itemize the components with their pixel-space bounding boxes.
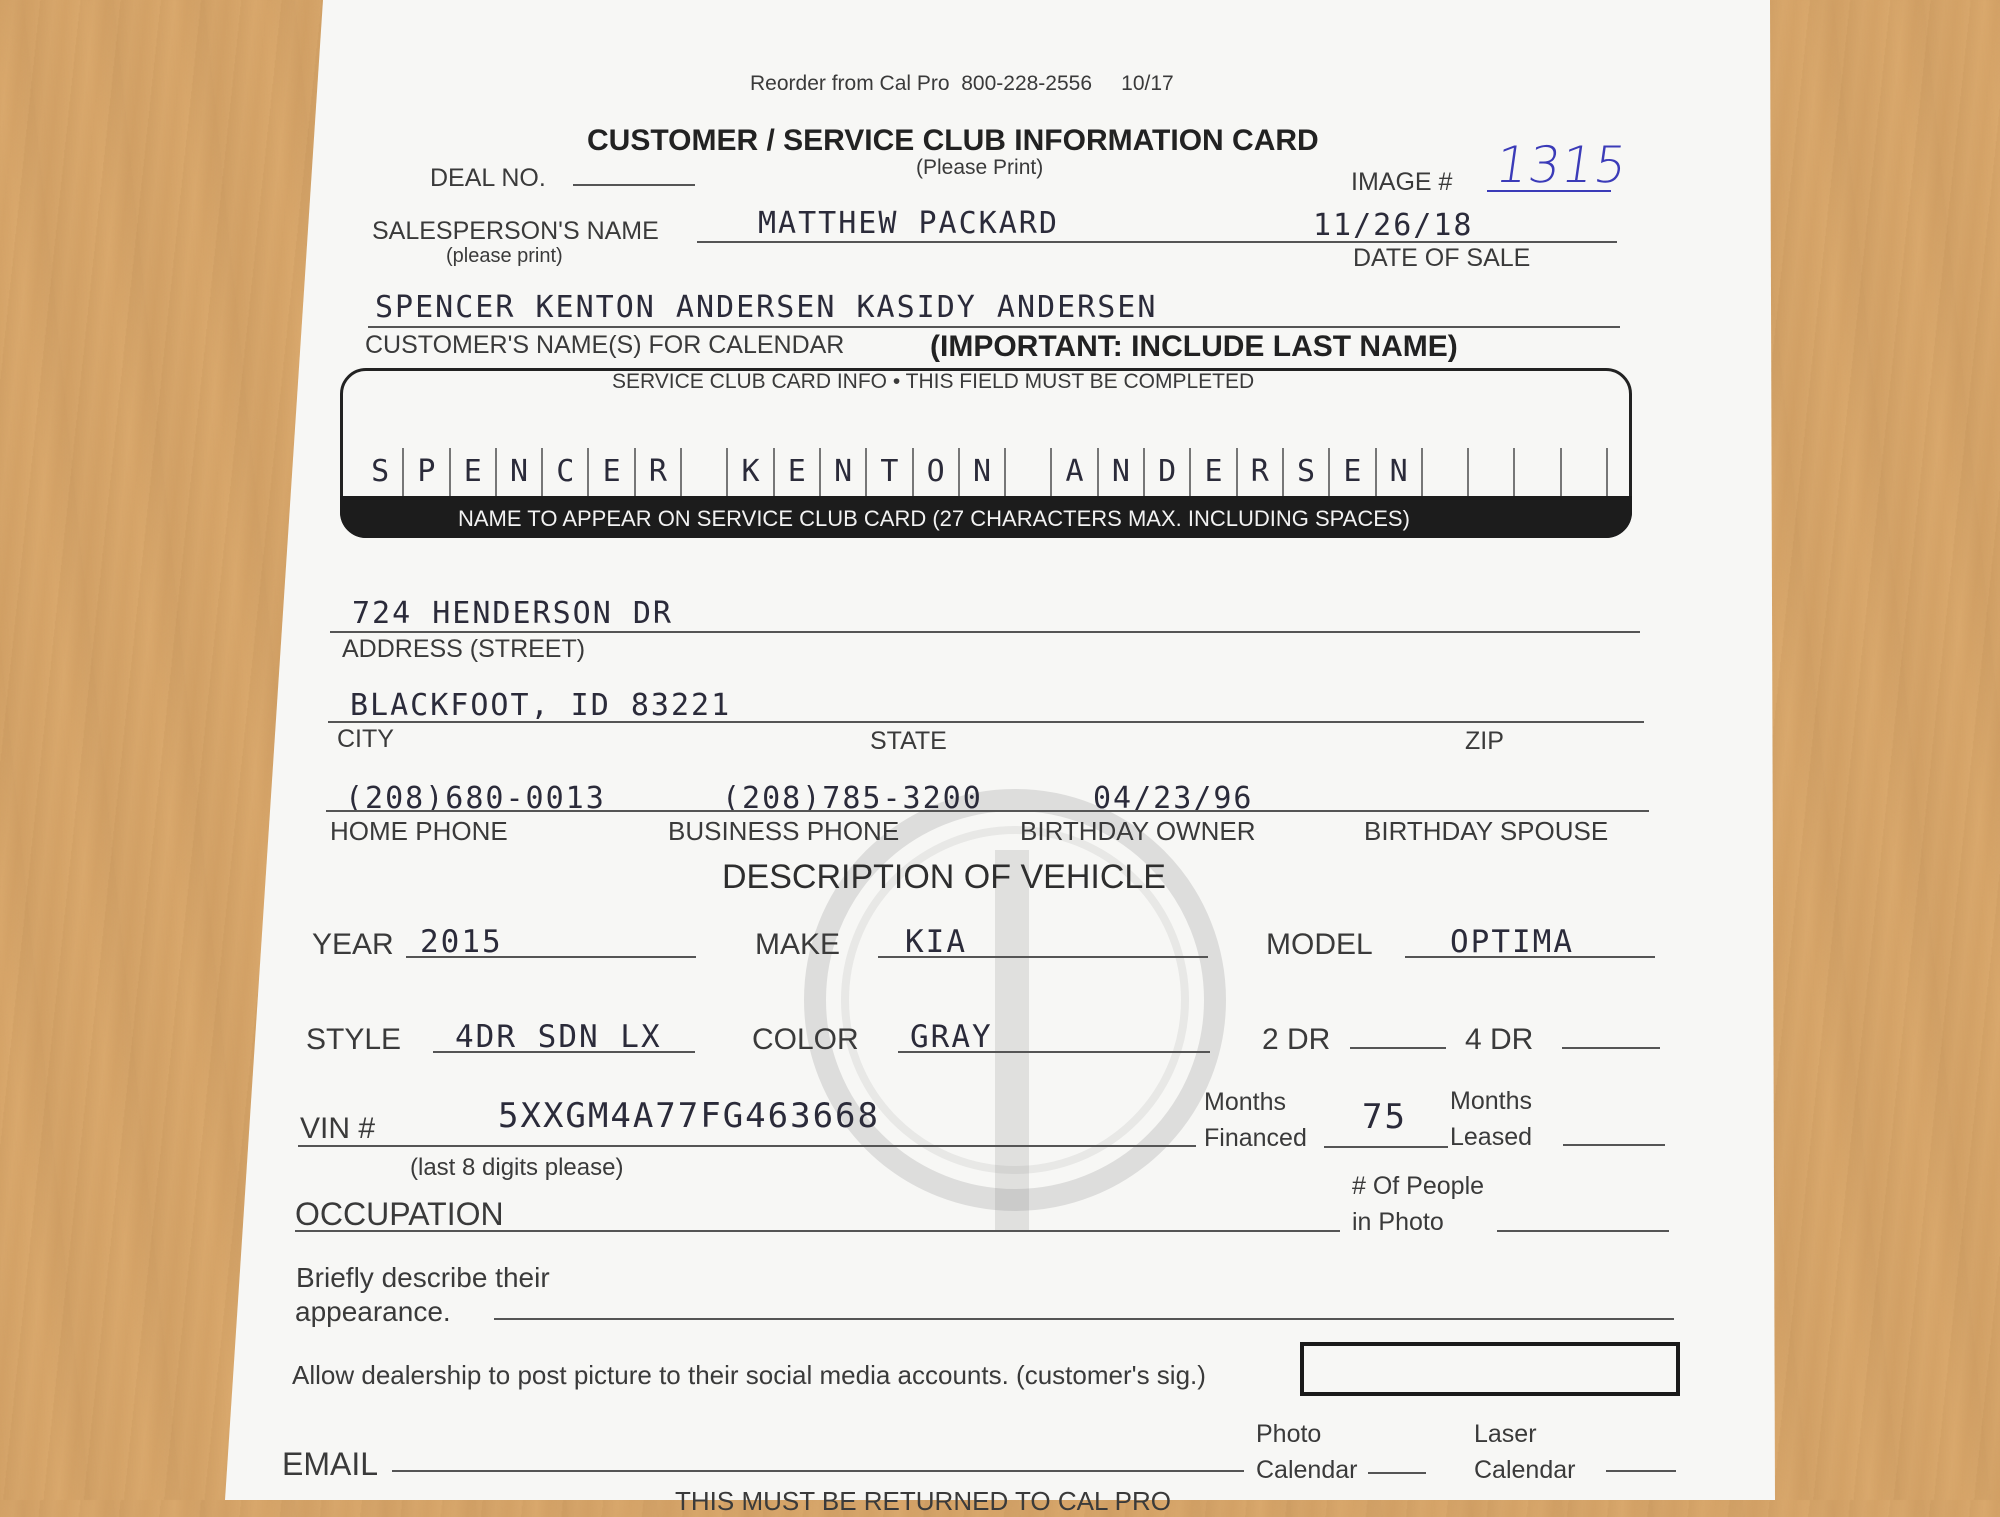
service-card-char: S — [1297, 454, 1316, 489]
reorder-text: Reorder from Cal Pro 800-228-2556 10/17 — [750, 72, 1174, 95]
customer-names-important-note: (IMPORTANT: INCLUDE LAST NAME) — [930, 330, 1458, 363]
service-card-char: E — [1204, 454, 1223, 489]
service-card-char: A — [1065, 454, 1084, 489]
service-card-char-cell[interactable] — [1377, 448, 1423, 496]
deal-no-label: DEAL NO. — [430, 164, 546, 192]
salesperson-value[interactable]: MATTHEW PACKARD — [758, 206, 1059, 241]
birthday-spouse-label: BIRTHDAY SPOUSE — [1364, 816, 1609, 846]
home-phone-value[interactable]: (208)680-0013 — [345, 781, 606, 816]
model-value[interactable]: OPTIMA — [1450, 924, 1574, 960]
four-door-field[interactable] — [1562, 1047, 1660, 1049]
service-card-char: N — [509, 454, 529, 489]
service-card-char-cell[interactable] — [867, 448, 913, 496]
service-card-char: N — [1111, 454, 1130, 489]
style-value[interactable]: 4DR SDN LX — [455, 1019, 662, 1055]
service-card-char-cell[interactable] — [1006, 448, 1052, 496]
service-card-char: E — [1343, 454, 1362, 489]
email-field[interactable] — [392, 1470, 1244, 1472]
year-value[interactable]: 2015 — [420, 924, 503, 960]
service-card-char-cell[interactable] — [1052, 448, 1098, 496]
service-card-char: K — [741, 454, 760, 489]
image-number-field — [1487, 190, 1611, 192]
service-card-char: S — [371, 454, 390, 489]
phones-line — [326, 810, 1649, 812]
appearance-field[interactable] — [494, 1318, 1674, 1320]
service-card-char-cell[interactable] — [404, 448, 450, 496]
service-card-char-cell[interactable] — [1469, 448, 1515, 496]
months-financed-label-2: Financed — [1204, 1124, 1307, 1152]
business-phone-label: BUSINESS PHONE — [668, 816, 900, 846]
appearance-label-2: appearance. — [295, 1296, 451, 1327]
city-state-zip-value[interactable]: BLACKFOOT, ID 83221 — [350, 688, 732, 723]
occupation-label: OCCUPATION — [295, 1196, 504, 1232]
service-card-char-cell[interactable] — [914, 448, 960, 496]
service-card-char: N — [834, 454, 853, 489]
year-label: YEAR — [312, 928, 394, 961]
laser-calendar-label-2: Calendar — [1474, 1456, 1576, 1484]
salesperson-label: SALESPERSON'S NAME — [372, 217, 659, 245]
service-card-char-cell[interactable] — [451, 448, 497, 496]
service-card-char-cell[interactable] — [1238, 448, 1284, 496]
service-card-char: R — [648, 454, 667, 489]
home-phone-label: HOME PHONE — [330, 816, 508, 846]
service-card-char-cell[interactable] — [1515, 448, 1561, 496]
birthday-owner-value[interactable]: 04/23/96 — [1093, 781, 1254, 816]
service-card-char-cell[interactable] — [1145, 448, 1191, 496]
service-club-card-footer-text: NAME TO APPEAR ON SERVICE CLUB CARD (27 CHARACTERS MAX. INCLUDING SPACES) — [458, 506, 1410, 531]
deal-no-field[interactable] — [573, 184, 695, 186]
two-door-field[interactable] — [1350, 1047, 1446, 1049]
customer-names-value[interactable]: SPENCER KENTON ANDERSEN KASIDY ANDERSEN — [375, 290, 1158, 325]
style-label: STYLE — [306, 1023, 402, 1056]
city-label: CITY — [337, 725, 394, 753]
months-leased-label-1: Months — [1450, 1087, 1532, 1115]
address-street-line — [330, 631, 1640, 633]
form-subtitle: (Please Print) — [916, 156, 1044, 179]
laser-calendar-label-1: Laser — [1474, 1420, 1537, 1448]
social-media-consent-label: Allow dealership to post picture to their social media accounts. (customer's sig.) — [292, 1360, 1206, 1390]
service-card-char-cell[interactable] — [1284, 448, 1330, 496]
state-label: STATE — [870, 727, 947, 755]
service-card-char: N — [972, 454, 992, 489]
four-door-label: 4 DR — [1465, 1023, 1534, 1056]
service-club-card-header: SERVICE CLUB CARD INFO • THIS FIELD MUST BE COMPLETED — [612, 370, 1255, 393]
customer-names-label: CUSTOMER'S NAME(S) FOR CALENDAR — [365, 331, 845, 359]
service-card-char-cell[interactable] — [543, 448, 589, 496]
service-card-char: E — [463, 454, 482, 489]
salesperson-sublabel: (please print) — [446, 245, 563, 267]
service-card-char: E — [602, 454, 621, 489]
service-card-char: E — [787, 454, 806, 489]
service-card-char-cell[interactable] — [1099, 448, 1145, 496]
people-in-photo-label-1: # Of People — [1352, 1172, 1485, 1200]
make-line — [878, 956, 1208, 958]
vin-value[interactable]: 5XXGM4A77FG463668 — [498, 1096, 880, 1136]
color-value[interactable]: GRAY — [910, 1019, 993, 1055]
business-phone-value[interactable]: (208)785-3200 — [722, 781, 983, 816]
appearance-label-1: Briefly describe their — [296, 1262, 550, 1293]
email-label: EMAIL — [282, 1446, 379, 1482]
months-financed-label-1: Months — [1204, 1088, 1286, 1116]
model-label: MODEL — [1266, 928, 1373, 961]
vehicle-section-heading: DESCRIPTION OF VEHICLE — [722, 858, 1166, 896]
service-card-char-cell[interactable] — [775, 448, 821, 496]
return-to-cal-pro-footer: THIS MUST BE RETURNED TO CAL PRO — [675, 1486, 1172, 1516]
photo-calendar-label-1: Photo — [1256, 1420, 1322, 1448]
year-line — [406, 956, 696, 958]
service-card-char-cell[interactable] — [497, 448, 543, 496]
color-line — [898, 1051, 1210, 1053]
service-card-char-cell[interactable] — [1191, 448, 1237, 496]
service-club-card-char-row[interactable] — [358, 448, 1608, 496]
vin-line — [298, 1145, 1196, 1147]
image-number-value[interactable]: 1315 — [1491, 136, 1632, 194]
occupation-field[interactable] — [295, 1230, 1340, 1232]
image-number-label: IMAGE # — [1351, 168, 1453, 196]
service-card-char-cell[interactable] — [728, 448, 774, 496]
service-card-char: P — [417, 454, 436, 489]
date-of-sale-value[interactable]: 11/26/18 — [1313, 208, 1474, 243]
service-card-char: T — [880, 454, 899, 489]
service-card-char: N — [1389, 454, 1408, 489]
city-line — [328, 721, 1644, 723]
date-of-sale-label: DATE OF SALE — [1353, 244, 1531, 272]
months-financed-value[interactable]: 75 — [1362, 1097, 1407, 1137]
address-street-label: ADDRESS (STREET) — [342, 635, 586, 663]
vin-note: (last 8 digits please) — [410, 1154, 624, 1181]
service-card-char: R — [1250, 454, 1269, 489]
make-label: MAKE — [755, 928, 841, 961]
salesperson-field-line — [697, 241, 1617, 243]
people-in-photo-label-2: in Photo — [1352, 1208, 1444, 1236]
address-street-value[interactable]: 724 HENDERSON DR — [352, 596, 673, 631]
photo-calendar-field[interactable] — [1368, 1472, 1426, 1474]
customer-names-line — [368, 326, 1620, 328]
people-in-photo-field[interactable] — [1497, 1230, 1669, 1232]
service-card-char-cell[interactable] — [1562, 448, 1608, 496]
service-card-char: D — [1158, 454, 1177, 489]
zip-label: ZIP — [1465, 727, 1504, 755]
service-card-char: O — [926, 454, 945, 489]
service-card-char-cell[interactable] — [821, 448, 867, 496]
color-label: COLOR — [752, 1023, 859, 1056]
vin-label: VIN # — [300, 1112, 376, 1145]
photo-calendar-label-2: Calendar — [1256, 1456, 1358, 1484]
service-card-char-cell[interactable] — [682, 448, 728, 496]
birthday-owner-label: BIRTHDAY OWNER — [1020, 816, 1256, 846]
months-leased-label-2: Leased — [1450, 1123, 1533, 1151]
laser-calendar-field[interactable] — [1606, 1470, 1676, 1472]
months-leased-field[interactable] — [1563, 1144, 1665, 1146]
service-card-char-cell[interactable] — [636, 448, 682, 496]
service-card-char-cell[interactable] — [960, 448, 1006, 496]
service-card-char-cell[interactable] — [358, 448, 404, 496]
months-financed-line — [1324, 1146, 1448, 1148]
make-value[interactable]: KIA — [905, 924, 967, 960]
service-card-char-cell[interactable] — [589, 448, 635, 496]
style-line — [433, 1051, 695, 1053]
two-door-label: 2 DR — [1262, 1023, 1331, 1056]
service-card-char: C — [556, 454, 575, 489]
service-card-char-cell[interactable] — [1330, 448, 1376, 496]
service-card-char-cell[interactable] — [1423, 448, 1469, 496]
model-line — [1405, 956, 1655, 958]
form-title: CUSTOMER / SERVICE CLUB INFORMATION CARD — [587, 124, 1319, 157]
customer-signature-box[interactable] — [1300, 1342, 1680, 1396]
